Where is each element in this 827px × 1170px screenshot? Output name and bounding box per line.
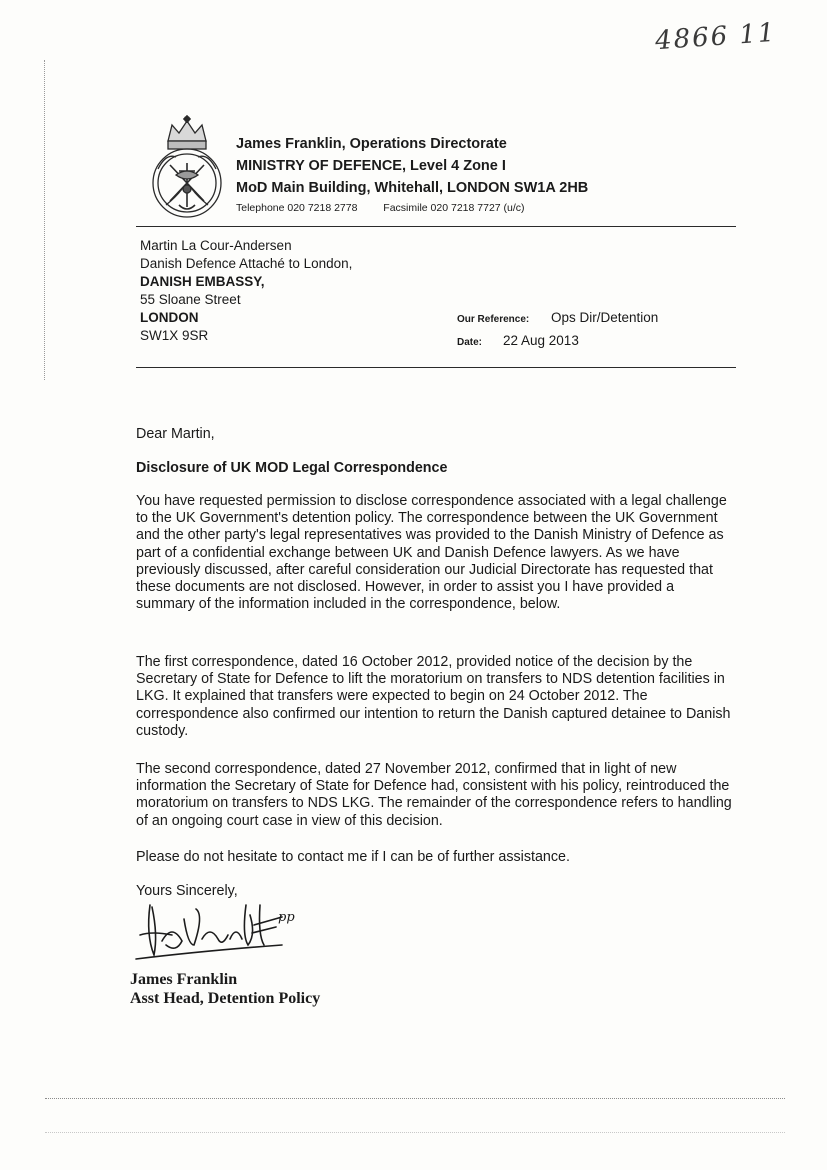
letterhead-divider [136,226,736,227]
paragraph-1: You have requested permission to disclose correspondence associated with a legal challenge to the UK Government's detention policy. The correspondence between the UK Government and the other party's legal representatives was provided to the Danish Ministry of Defence as part of a confidential exchange between UK and Danish Defence lawyers. As we have previously discussed, after careful consideration our Judicial Directorate has requested that these documents are not disclosed. However, in order to assist you I have provided a summary of the information included in the correspondence, below. [136,493,727,613]
telephone: Telephone 020 7218 2778 [236,202,358,214]
letterhead-department: MINISTRY OF DEFENCE, Level 4 Zone I [236,158,506,174]
closing: Yours Sincerely, [136,883,238,899]
footer-rule-faint [45,1132,785,1133]
footer-rule [45,1098,785,1099]
recipient-name: Martin La Cour-Andersen [140,238,292,253]
scan-edge-marks [44,60,48,380]
date-label: Date: [457,337,483,348]
handwritten-signature [132,895,302,965]
letterhead-contact [236,202,525,214]
signatory-title: Asst Head, Detention Policy [130,990,321,1007]
recipient-postcode: SW1X 9SR [140,328,209,343]
subject-line: Disclosure of UK MOD Legal Correspondence [136,460,448,476]
paragraph-3: The second correspondence, dated 27 November 2012, confirmed that in light of new information the Secretary of State for Defence had, consistent with his policy, reintroduced the moratorium on transfers to NDS LKG. The remainder of the correspondence refers to handling of an ongoing court case in view of this decision. [136,761,732,829]
recipient-title: Danish Defence Attaché to London, [140,256,353,271]
letterhead-address: MoD Main Building, Whitehall, LONDON SW1A 2HB [236,180,589,196]
date-value: 22 Aug 2013 [503,333,579,348]
recipient-city: LONDON [140,310,199,325]
letterhead-sender: James Franklin, Operations Directorate [236,136,507,152]
handwritten-reference: 4866 11 [654,17,778,57]
signatory-name: James Franklin [130,971,238,988]
paragraph-2: The first correspondence, dated 16 October 2012, provided notice of the decision by the Secretary of State for Defence to lift the moratorium on transfers to NDS detention facilities in LKG. It explained that transfers were expected to begin on 24 October 2012. The correspondence also confirmed our intention to return the Danish captured detainee to Danish custody. [136,654,731,739]
mod-crest-icon [146,113,228,223]
salutation: Dear Martin, [136,426,215,442]
address-divider [136,367,736,368]
reference-value: Ops Dir/Detention [551,310,659,325]
facsimile: Facsimile 020 7218 7727 (u/c) [383,202,525,214]
paragraph-4: Please do not hesitate to contact me if I can be of further assistance. [136,849,570,865]
recipient-street: 55 Sloane Street [140,292,241,307]
recipient-organisation: DANISH EMBASSY, [140,274,265,289]
pp-mark: pp [278,910,295,925]
reference-label: Our Reference: [457,314,530,325]
